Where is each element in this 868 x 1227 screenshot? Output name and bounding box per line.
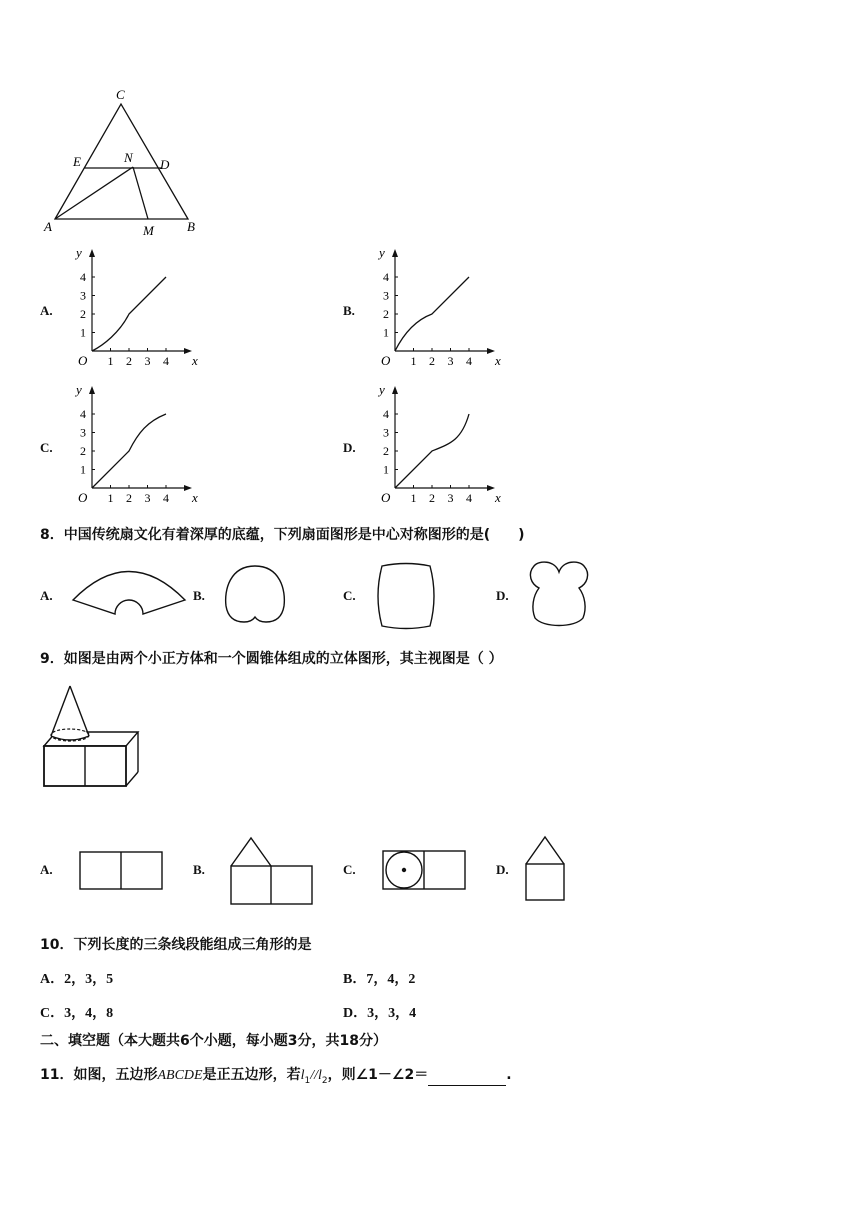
y-tick-label: 2 bbox=[80, 307, 86, 321]
q10-option-d[interactable]: D．3，3，4 bbox=[343, 1006, 417, 1021]
q10-option-a[interactable]: A．2，3，5 bbox=[40, 972, 114, 987]
q11-mid: 是正五边形，若 bbox=[202, 1067, 301, 1083]
y-tick-label: 4 bbox=[383, 407, 389, 421]
label-a: A bbox=[44, 219, 52, 234]
y-arrow bbox=[89, 249, 95, 257]
y-tick-label: 3 bbox=[80, 288, 86, 303]
q10-option-b[interactable]: B．7，4，2 bbox=[343, 972, 416, 987]
x-tick-label: 2 bbox=[126, 354, 132, 368]
q8-option-c[interactable]: C. bbox=[343, 588, 356, 603]
y-arrow bbox=[392, 386, 398, 394]
q9-option-a[interactable]: A. bbox=[40, 862, 53, 877]
triangle-figure bbox=[40, 85, 210, 240]
x-tick-label: 1 bbox=[107, 491, 114, 505]
y-axis-label: y bbox=[76, 245, 82, 260]
fan-shape-c bbox=[370, 560, 442, 632]
y-tick-label: 3 bbox=[383, 288, 389, 303]
y-tick-label: 4 bbox=[80, 407, 86, 421]
q11-l1: l bbox=[300, 1068, 305, 1083]
x-tick-label: 4 bbox=[163, 491, 169, 505]
y-tick-label: 1 bbox=[80, 462, 86, 477]
x-arrow bbox=[487, 348, 495, 354]
section-heading: 二、填空题（本大题共6个小题，每小题3分，共18分） bbox=[40, 1033, 387, 1049]
q11-then: ，则∠1－∠2＝ bbox=[327, 1067, 429, 1083]
x-tick-label: 4 bbox=[163, 354, 169, 368]
q11-pentagon: ABCDE bbox=[157, 1068, 203, 1083]
q9-option-b[interactable]: B. bbox=[193, 862, 205, 877]
x-tick-label: 1 bbox=[410, 354, 417, 368]
q8-option-d[interactable]: D. bbox=[496, 588, 509, 603]
q8-option-a[interactable]: A. bbox=[40, 588, 53, 603]
q11-end: . bbox=[506, 1067, 512, 1083]
q11-l2: l bbox=[318, 1068, 322, 1083]
y-tick-label: 1 bbox=[80, 325, 86, 340]
x-tick-label: 2 bbox=[429, 491, 435, 505]
fan-shape-a bbox=[70, 558, 188, 618]
origin-label: O bbox=[78, 490, 88, 505]
view-b bbox=[228, 834, 316, 908]
answer-blank[interactable] bbox=[428, 1071, 506, 1086]
solid-figure bbox=[40, 680, 150, 795]
y-tick-label: 2 bbox=[383, 444, 389, 458]
fan-shape-b bbox=[220, 560, 290, 630]
view-d bbox=[522, 834, 570, 904]
y-tick-label: 4 bbox=[383, 270, 389, 284]
x-axis-label: x bbox=[495, 490, 501, 505]
y-tick-label: 2 bbox=[80, 444, 86, 458]
graph-b bbox=[371, 245, 501, 373]
y-tick-label: 3 bbox=[383, 425, 389, 440]
y-tick-label: 1 bbox=[383, 462, 389, 477]
function-curve bbox=[395, 277, 469, 351]
label-e: E bbox=[73, 154, 81, 169]
x-arrow bbox=[487, 485, 495, 491]
y-tick-label: 1 bbox=[383, 325, 389, 340]
x-tick-label: 3 bbox=[144, 354, 151, 368]
label-b: B bbox=[187, 219, 195, 234]
q11-sub1: 1 bbox=[304, 1075, 311, 1086]
q11-prefix: 11．如图，五边形 bbox=[40, 1067, 158, 1083]
label-n: N bbox=[124, 150, 133, 165]
q7-option-b[interactable]: B. bbox=[343, 303, 355, 318]
q7-option-d[interactable]: D. bbox=[343, 440, 356, 455]
y-arrow bbox=[392, 249, 398, 257]
x-tick-label: 4 bbox=[466, 491, 472, 505]
function-curve bbox=[395, 414, 469, 488]
x-tick-label: 2 bbox=[429, 354, 435, 368]
graph-d bbox=[371, 382, 501, 510]
q7-option-c[interactable]: C. bbox=[40, 440, 53, 455]
x-tick-label: 3 bbox=[447, 491, 454, 505]
x-arrow bbox=[184, 348, 192, 354]
q9-option-c[interactable]: C. bbox=[343, 862, 356, 877]
x-tick-label: 2 bbox=[126, 491, 132, 505]
origin-label: O bbox=[78, 353, 88, 368]
y-axis-label: y bbox=[379, 382, 385, 397]
x-tick-label: 3 bbox=[144, 491, 151, 505]
origin-label: O bbox=[381, 353, 391, 368]
y-axis-label: y bbox=[379, 245, 385, 260]
y-tick-label: 3 bbox=[80, 425, 86, 440]
x-axis-label: x bbox=[192, 353, 198, 368]
graph-a bbox=[68, 245, 198, 373]
graph-c bbox=[68, 382, 198, 510]
view-c bbox=[380, 848, 468, 892]
q8-text: 8．中国传统扇文化有着深厚的底蕴，下列扇面图形是中心对称图形的是( ) bbox=[40, 527, 525, 543]
origin-label: O bbox=[381, 490, 391, 505]
q10-option-c[interactable]: C．3，4，8 bbox=[40, 1006, 114, 1021]
q10-text: 10．下列长度的三条线段能组成三角形的是 bbox=[40, 937, 312, 953]
x-axis-label: x bbox=[192, 490, 198, 505]
q11-text bbox=[40, 1064, 512, 1086]
x-tick-label: 1 bbox=[107, 354, 114, 368]
function-curve bbox=[92, 277, 166, 351]
q8-option-b[interactable]: B. bbox=[193, 588, 205, 603]
y-axis-label: y bbox=[76, 382, 82, 397]
fan-shape-d bbox=[525, 558, 593, 630]
x-arrow bbox=[184, 485, 192, 491]
x-tick-label: 3 bbox=[447, 354, 454, 368]
y-tick-label: 4 bbox=[80, 270, 86, 284]
y-arrow bbox=[89, 386, 95, 394]
q9-option-d[interactable]: D. bbox=[496, 862, 509, 877]
y-tick-label: 2 bbox=[383, 307, 389, 321]
label-d: D bbox=[160, 157, 170, 172]
x-axis-label: x bbox=[495, 353, 501, 368]
label-c: C bbox=[116, 87, 125, 102]
q9-text: 9．如图是由两个小正方体和一个圆锥体组成的立体图形，其主视图是（ ） bbox=[40, 651, 503, 667]
function-curve bbox=[92, 414, 166, 488]
q11-parallel: // bbox=[310, 1068, 318, 1083]
q7-option-a[interactable]: A. bbox=[40, 303, 53, 318]
label-m: M bbox=[143, 223, 154, 238]
q11-sub2: 2 bbox=[321, 1075, 328, 1086]
x-tick-label: 4 bbox=[466, 354, 472, 368]
view-a bbox=[78, 850, 166, 892]
x-tick-label: 1 bbox=[410, 491, 417, 505]
